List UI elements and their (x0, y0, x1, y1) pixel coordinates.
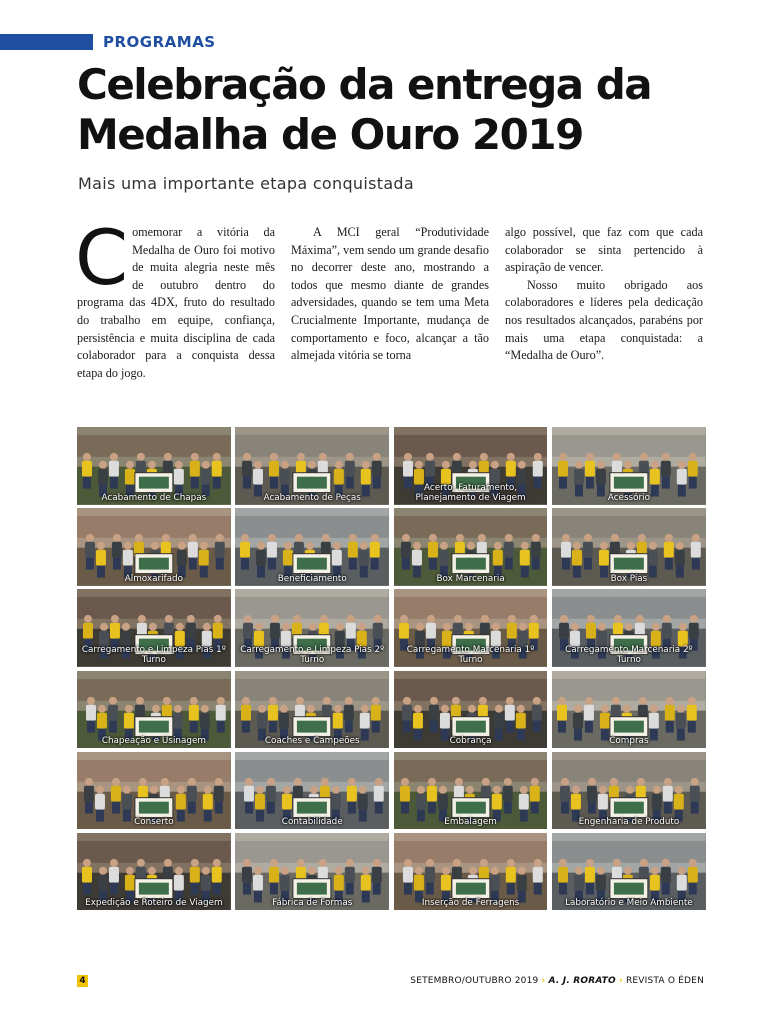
group-photo (552, 833, 706, 911)
article-subtitle: Mais uma importante etapa conquistada (78, 174, 414, 193)
body-column-2 (291, 224, 489, 382)
paragraph-2: A MCI geral “Produtividade Máxima”, vem sendo um grande desafio no decorrer deste ano, mostrando a todos que mesmo diante de grandes adversidades, quando se tem uma Meta Crucialmente Importante, mudança de comportamento e foco, alcançar a tão almejada vitória se torna (291, 225, 489, 363)
photo-caption: Carregamento e Limpeza Pias 1º Turno (81, 644, 226, 665)
group-photo (552, 589, 706, 667)
photo-caption: Fábrica de Formas (272, 898, 353, 909)
photo-caption: Acabamento de Chapas (101, 492, 207, 503)
photo-grid (77, 427, 704, 910)
group-photo (552, 752, 706, 830)
title-line-2: Medalha de Ouro 2019 (77, 110, 583, 159)
photo-caption: Compras (609, 736, 649, 747)
group-photo (235, 589, 389, 667)
footer-brand: A. J. RORATO (548, 976, 616, 986)
footer-magazine: REVISTA O ÉDEN (625, 976, 704, 986)
group-photo (394, 752, 548, 830)
paragraph-3: algo possível, que faz com que cada colaborador se sinta pertencido à aspiração de vencer. (505, 225, 703, 275)
paragraph-4: Nosso muito obrigado aos colaboradores e líderes pela dedicação nos resultados alcançados, parabéns por mais uma etapa conquistada: a “Medalha de Ouro”. (505, 277, 703, 363)
group-photo (77, 427, 231, 505)
page-number: 4 (77, 975, 88, 987)
footer-separator-icon: › (541, 976, 546, 986)
group-photo (235, 671, 389, 749)
section-color-bar (0, 34, 93, 50)
group-photo (394, 508, 548, 586)
photo-caption: Embalagem (444, 817, 497, 828)
photo-caption: Conserto (134, 817, 174, 828)
photo-caption: Engenharia de Produto (578, 817, 680, 828)
paragraph-1 (75, 213, 275, 382)
photo-caption: Expedição e Roteiro de Viagem (85, 898, 223, 909)
photo-caption: Almoxarifado (124, 573, 183, 584)
photo-caption: Contabilidade (281, 817, 343, 828)
photo-caption: Acessório (607, 492, 650, 503)
photo-caption: Box Marcenaria (436, 573, 505, 584)
group-photo (235, 833, 389, 911)
photo-caption: Carregamento e Limpeza Pias 2º Turno (240, 644, 385, 665)
body-column-1 (75, 213, 275, 382)
photo-caption: Acabamento de Peças (263, 492, 361, 503)
photo-caption: Acerto, Faturamento, Planejamento de Viagem (415, 482, 526, 503)
body-column-3 (505, 224, 703, 382)
group-photo (552, 671, 706, 749)
group-photo (77, 752, 231, 830)
title-line-1: Celebração da entrega da (77, 60, 652, 109)
section-label: PROGRAMAS (103, 33, 216, 51)
photo-caption: Laboratório e Meio Ambiente (565, 898, 693, 909)
group-photo (77, 508, 231, 586)
footer-issue: SETEMBRO/OUTUBRO 2019 (410, 976, 539, 986)
group-photo (394, 589, 548, 667)
footer-credits (410, 976, 704, 986)
photo-caption: Chapeação e Usinagem (101, 736, 206, 747)
photo-caption: Box Pias (610, 573, 648, 584)
group-photo (394, 671, 548, 749)
photo-caption: Inserção de Ferragens (421, 898, 520, 909)
group-photo (77, 589, 231, 667)
group-photo (77, 833, 231, 911)
group-photo (235, 427, 389, 505)
group-photo (235, 508, 389, 586)
group-photo (235, 752, 389, 830)
photo-caption: Carregamento Marcenaria 2º Turno (565, 644, 693, 665)
photo-caption: Coaches e Campeões (264, 736, 360, 747)
drop-cap: C (75, 213, 129, 302)
group-photo (394, 427, 548, 505)
article-body (75, 213, 704, 382)
photo-caption: Carregamento Marcenaria 1º Turno (406, 644, 535, 665)
article-title (77, 60, 717, 160)
paragraph-1-text: omemorar a vitória da Medalha de Ouro foi motivo de muita alegria neste mês de outubro dentro do programa das 4DX, fruto do resultado do trabalho em equipe, confiança, persistência e muita disciplina de cada colaborador para a conquista dessa etapa do jogo. (77, 225, 275, 380)
footer-separator-icon: › (618, 976, 623, 986)
group-photo (77, 671, 231, 749)
group-photo (552, 508, 706, 586)
photo-caption: Cobrança (449, 736, 492, 747)
photo-caption: Beneficiamento (277, 573, 347, 584)
group-photo (552, 427, 706, 505)
group-photo (394, 833, 548, 911)
